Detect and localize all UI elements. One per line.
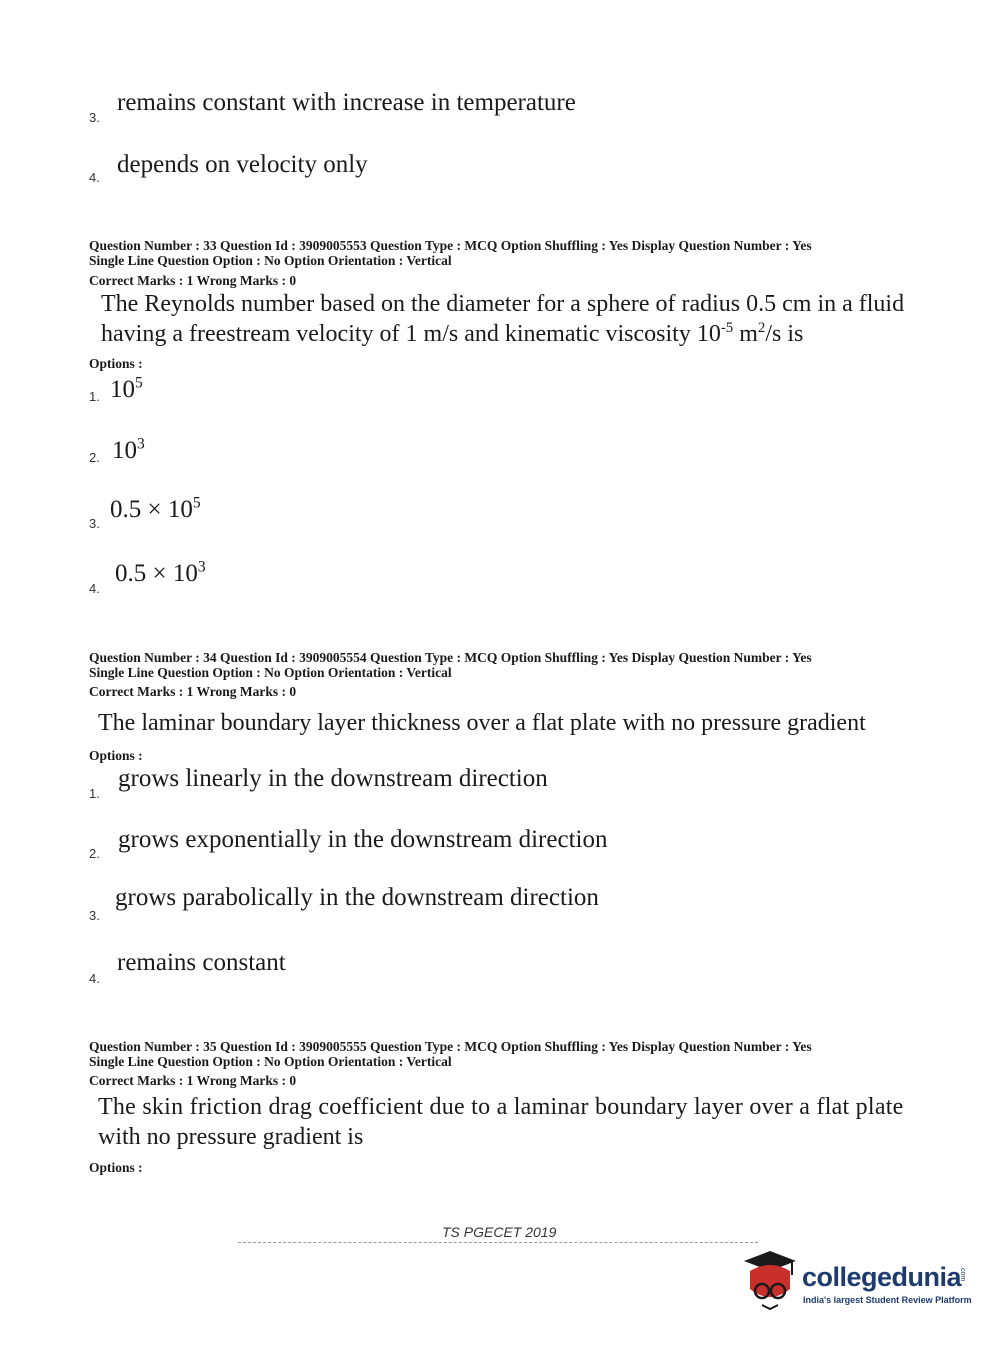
collegedunia-tagline: India's largest Student Review Platform: [803, 1295, 972, 1305]
question-marks: Correct Marks : 1 Wrong Marks : 0: [89, 684, 297, 699]
option-text: [115, 559, 206, 589]
footer-divider: [238, 1242, 758, 1243]
exponent: 3: [197, 558, 206, 576]
option-text: grows exponentially in the downstream direction: [118, 826, 608, 853]
option-number: 2.: [89, 450, 100, 465]
option-text: [110, 375, 143, 405]
logo-suffix: .com: [959, 1266, 966, 1282]
option-number: 3.: [89, 516, 100, 531]
option-number: 4.: [89, 170, 100, 185]
exponent: 5: [192, 494, 201, 512]
collegedunia-logo: collegedunia: [802, 1262, 962, 1292]
question-meta: Single Line Question Option : No Option Orientation : Vertical: [89, 1054, 452, 1069]
question-marks: Correct Marks : 1 Wrong Marks : 0: [89, 1073, 297, 1088]
option-base: 10: [110, 376, 135, 403]
option-number: 1.: [89, 389, 100, 404]
option-text: remains constant with increase in temperature: [117, 89, 576, 116]
option-number: 3.: [89, 110, 100, 125]
option-text: depends on velocity only: [117, 151, 368, 178]
option-text: grows linearly in the downstream direction: [118, 765, 548, 792]
collegedunia-mascot-icon: [740, 1245, 800, 1315]
question-meta: Question Number : 34 Question Id : 3909005554 Question Type : MCQ Option Shuffling : Yes Display Question Number : Yes: [89, 650, 812, 665]
question-text: [101, 289, 904, 349]
option-base: 10: [112, 437, 137, 464]
question-text: [98, 1092, 904, 1152]
question-text-line: The Reynolds number based on the diameter for a sphere of radius 0.5 cm in a fluid: [101, 291, 905, 317]
exponent: -5: [720, 320, 734, 337]
question-marks: Correct Marks : 1 Wrong Marks : 0: [89, 273, 297, 288]
question-text-fragment: having a freestream velocity of 1 m/s and kinematic viscosity 10: [101, 321, 721, 347]
question-meta: Question Number : 35 Question Id : 3909005555 Question Type : MCQ Option Shuffling : Yes Display Question Number : Yes: [89, 1039, 812, 1054]
options-label: Options :: [89, 1160, 143, 1175]
question-text-line: with no pressure gradient is: [98, 1124, 364, 1150]
question-meta: Single Line Question Option : No Option Orientation : Vertical: [89, 665, 452, 680]
option-number: 1.: [89, 786, 100, 801]
option-text: grows parabolically in the downstream direction: [115, 884, 599, 911]
option-number: 2.: [89, 846, 100, 861]
question-text-fragment: /s is: [765, 321, 804, 347]
question-text-fragment: m: [733, 321, 758, 347]
question-text-line: The skin friction drag coefficient due to a laminar boundary layer over a flat plate: [98, 1094, 904, 1120]
exponent: 5: [135, 374, 143, 392]
exponent: 2: [757, 320, 766, 337]
option-base: 0.5 × 10: [115, 560, 198, 587]
option-base: 0.5 × 10: [110, 496, 193, 523]
option-number: 4.: [89, 581, 100, 596]
exam-title: TS PGECET 2019: [442, 1224, 557, 1240]
option-number: 3.: [89, 908, 100, 923]
question-meta: Question Number : 33 Question Id : 3909005553 Question Type : MCQ Option Shuffling : Yes Display Question Number : Yes: [89, 238, 812, 253]
question-meta: Single Line Question Option : No Option Orientation : Vertical: [89, 253, 452, 268]
option-text: [110, 495, 201, 525]
option-text: remains constant: [117, 949, 286, 976]
question-text: The laminar boundary layer thickness over a flat plate with no pressure gradient: [98, 710, 866, 736]
exponent: 3: [137, 435, 145, 453]
option-text: [112, 436, 145, 466]
option-number: 4.: [89, 971, 100, 986]
options-label: Options :: [89, 356, 143, 371]
options-label: Options :: [89, 748, 143, 763]
question-text-line: [101, 319, 904, 349]
